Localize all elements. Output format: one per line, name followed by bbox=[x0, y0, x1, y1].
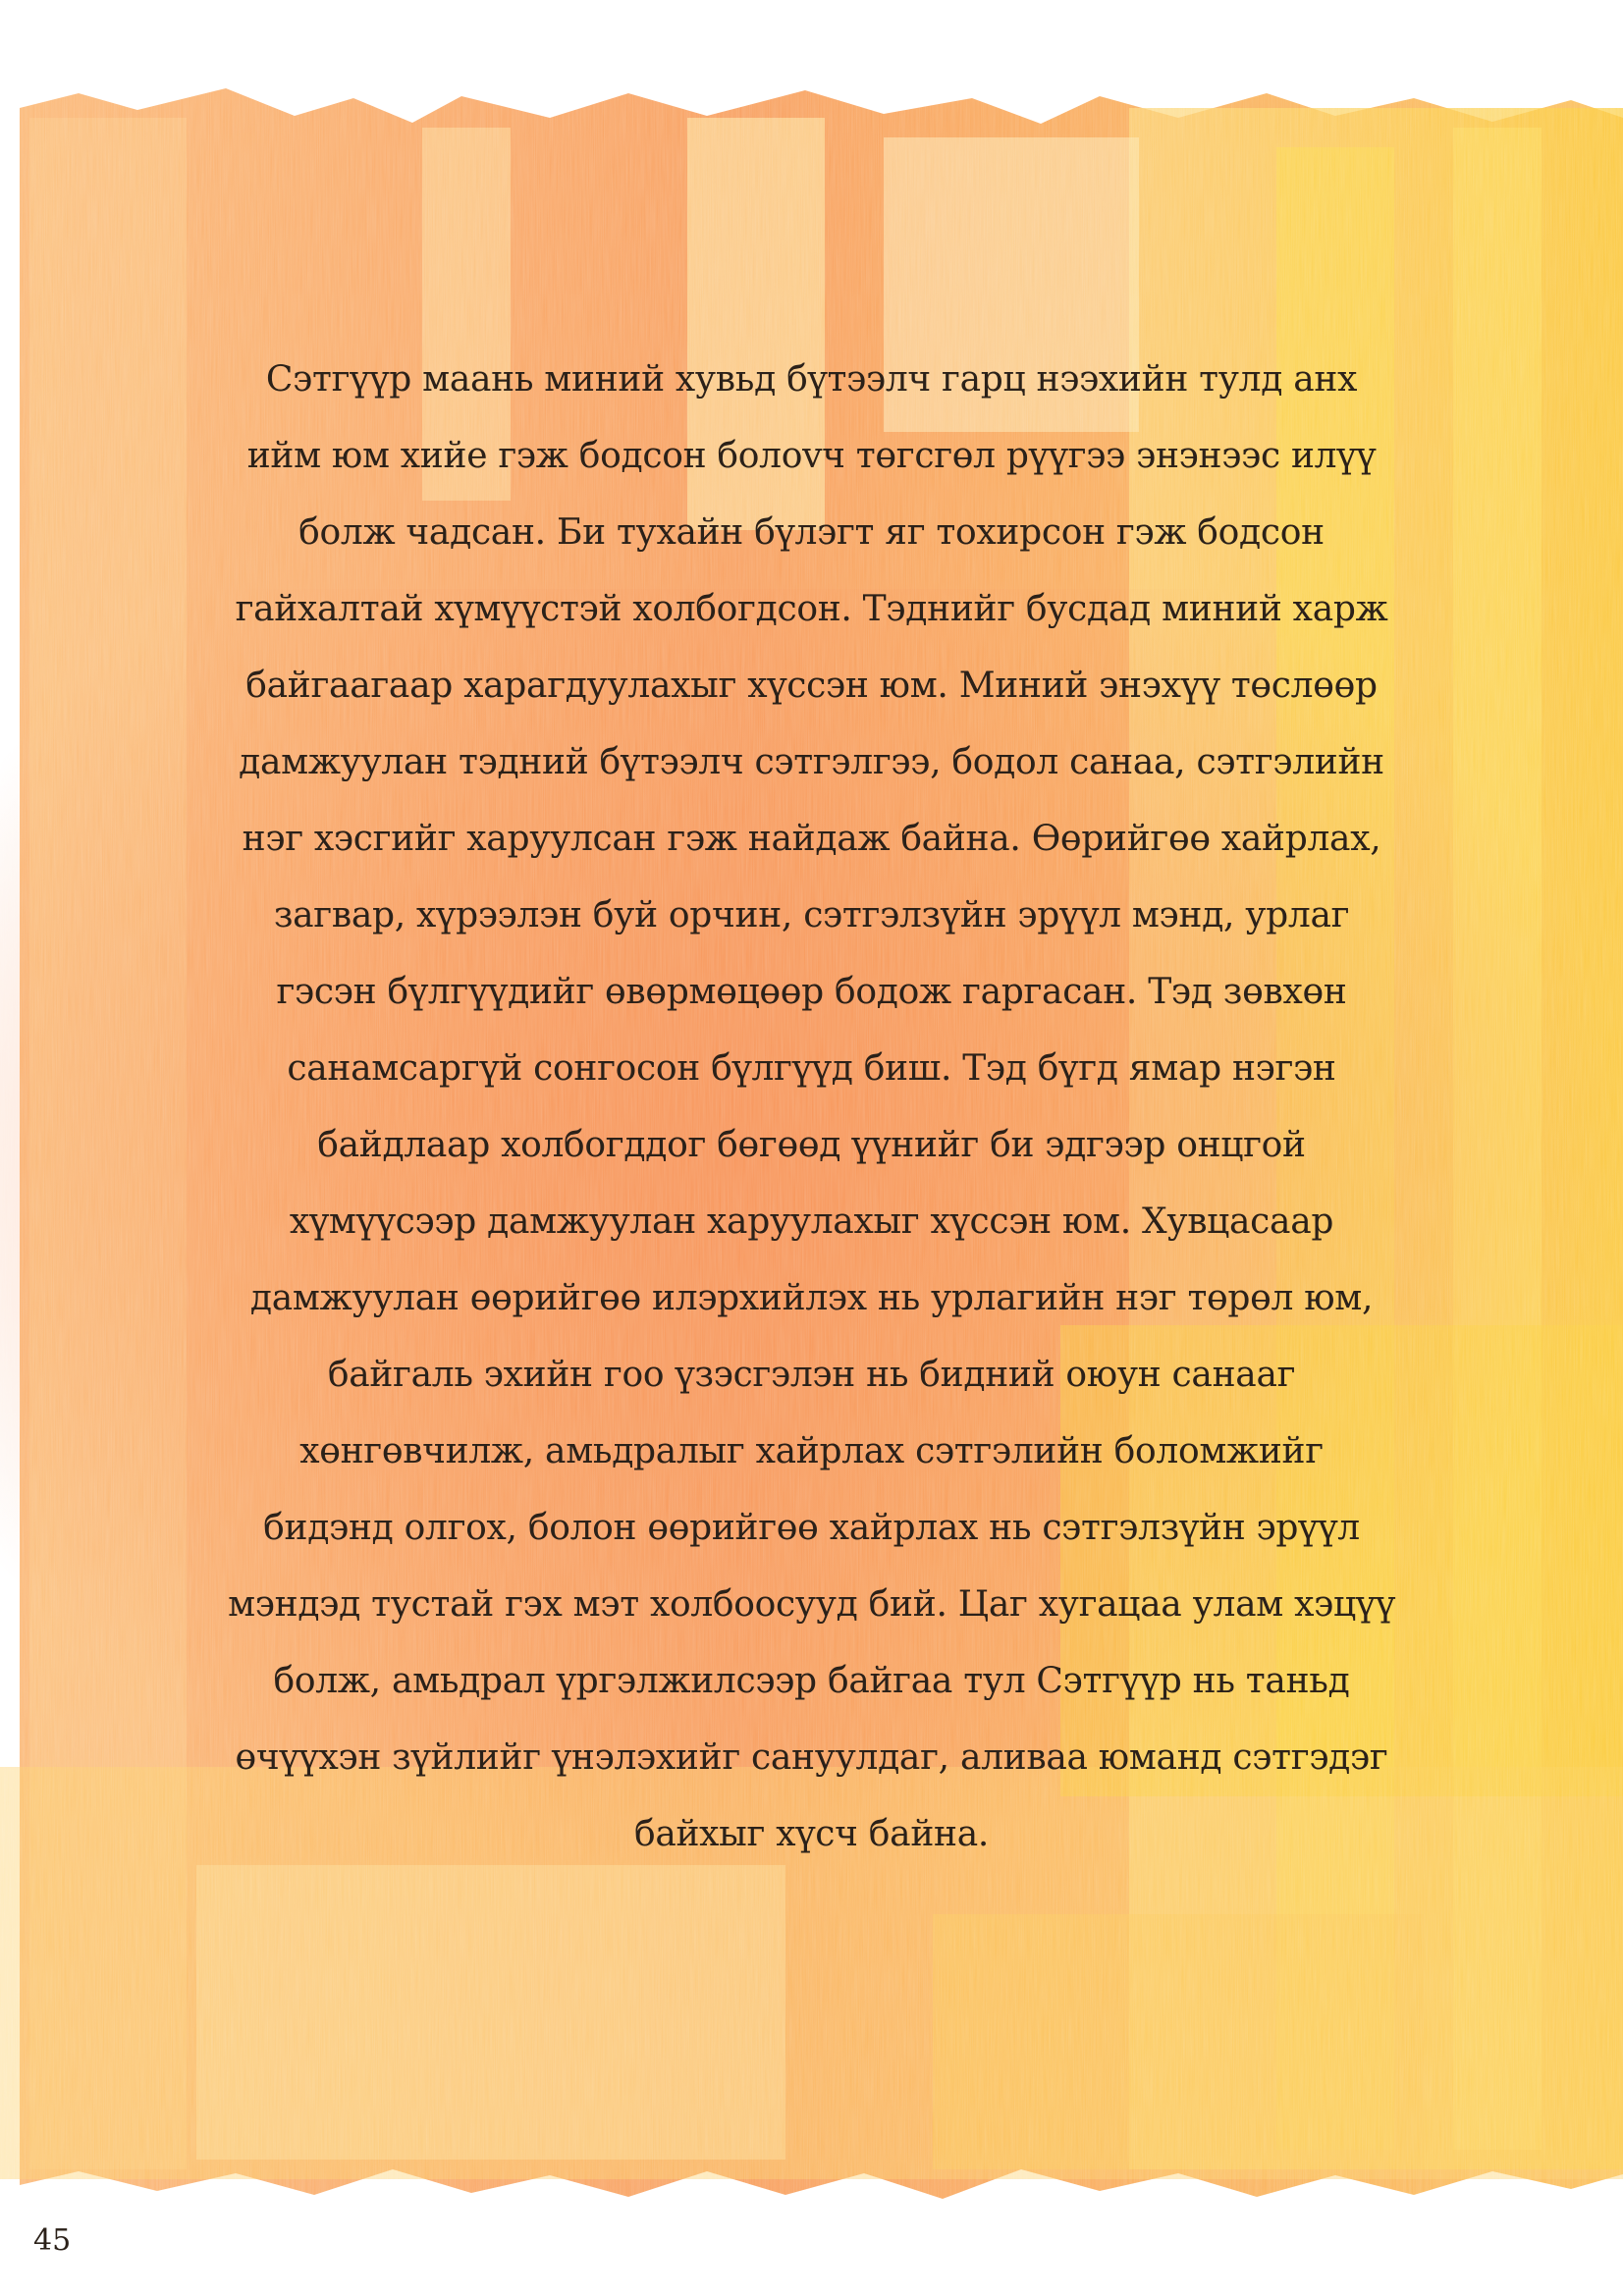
paragraph-line: болж чадсан. Би тухайн бүлэгт яг тохирсон гэж бодсон bbox=[298, 512, 1325, 553]
paragraph-line: нэг хэсгийг харуулсан гэж найдаж байна. Өөрийгөө хайрлах, bbox=[242, 819, 1381, 859]
paragraph-line: хүмүүсээр дамжуулан харуулахыг хүссэн юм. Хувцасаар bbox=[289, 1201, 1334, 1242]
paragraph-line: байгаагаар харагдуулахыг хүссэн юм. Миний энэхүү төслөөр bbox=[245, 666, 1378, 706]
paragraph-line: дамжуулан тэдний бүтээлч сэтгэлгээ, бодол санаа, сэтгэлийн bbox=[239, 742, 1384, 782]
paragraph-line: гайхалтай хүмүүстэй холбогдсон. Тэднийг бусдад миний харж bbox=[235, 589, 1388, 629]
paragraph-line: Сэтгүүр маань миний хувьд бүтээлч гарц нээхийн тулд анх bbox=[265, 359, 1358, 400]
paragraph-line: байдлаар холбогддог бөгөөд үүнийг би эдгээр онцгой bbox=[317, 1125, 1306, 1165]
paragraph-line: хөнгөвчилж, амьдралыг хайрлах сэтгэлийн боломжийг bbox=[299, 1431, 1324, 1471]
body-paragraph bbox=[191, 342, 1432, 1873]
paragraph-line: болж, амьдрал үргэлжилсээр байгаа тул Сэтгүүр нь таньд bbox=[273, 1661, 1350, 1701]
paragraph-line: өчүүхэн зүйлийг үнэлэхийг сануулдаг, аливаа юманд сэтгэдэг bbox=[235, 1737, 1388, 1778]
paragraph-line: загвар, хүрээлэн буй орчин, сэтгэлзүйн эрүүл мэнд, урлаг bbox=[273, 895, 1350, 935]
paragraph-line: байхыг хүсч байна. bbox=[633, 1814, 990, 1854]
paragraph-line: мэндэд тустай гэх мэт холбоосууд бий. Цаг хугацаа улам хэцүү bbox=[228, 1584, 1395, 1625]
paragraph-line: дамжуулан өөрийгөө илэрхийлэх нь урлагийн нэг төрөл юм, bbox=[249, 1278, 1374, 1318]
paragraph-line: санамсаргүй сонгосон бүлгүүд биш. Тэд бүгд ямар нэгэн bbox=[287, 1048, 1336, 1089]
paragraph-line: бидэнд олгох, болон өөрийгөө хайрлах нь сэтгэлзүйн эрүүл bbox=[263, 1508, 1360, 1548]
paragraph-line: ийм юм хийе гэж бодсон болovч төгсгөл рүүгээ энэнээс илүү bbox=[246, 436, 1377, 476]
paragraph-line: байгаль эхийн гоо үзэсгэлэн нь бидний оюун санааг bbox=[327, 1355, 1296, 1395]
paragraph-line: гэсэн бүлгүүдийг өвөрмөцөөр бодож гаргасан. Тэд зөвхөн bbox=[276, 972, 1347, 1012]
page-number: 45 bbox=[33, 2223, 72, 2258]
